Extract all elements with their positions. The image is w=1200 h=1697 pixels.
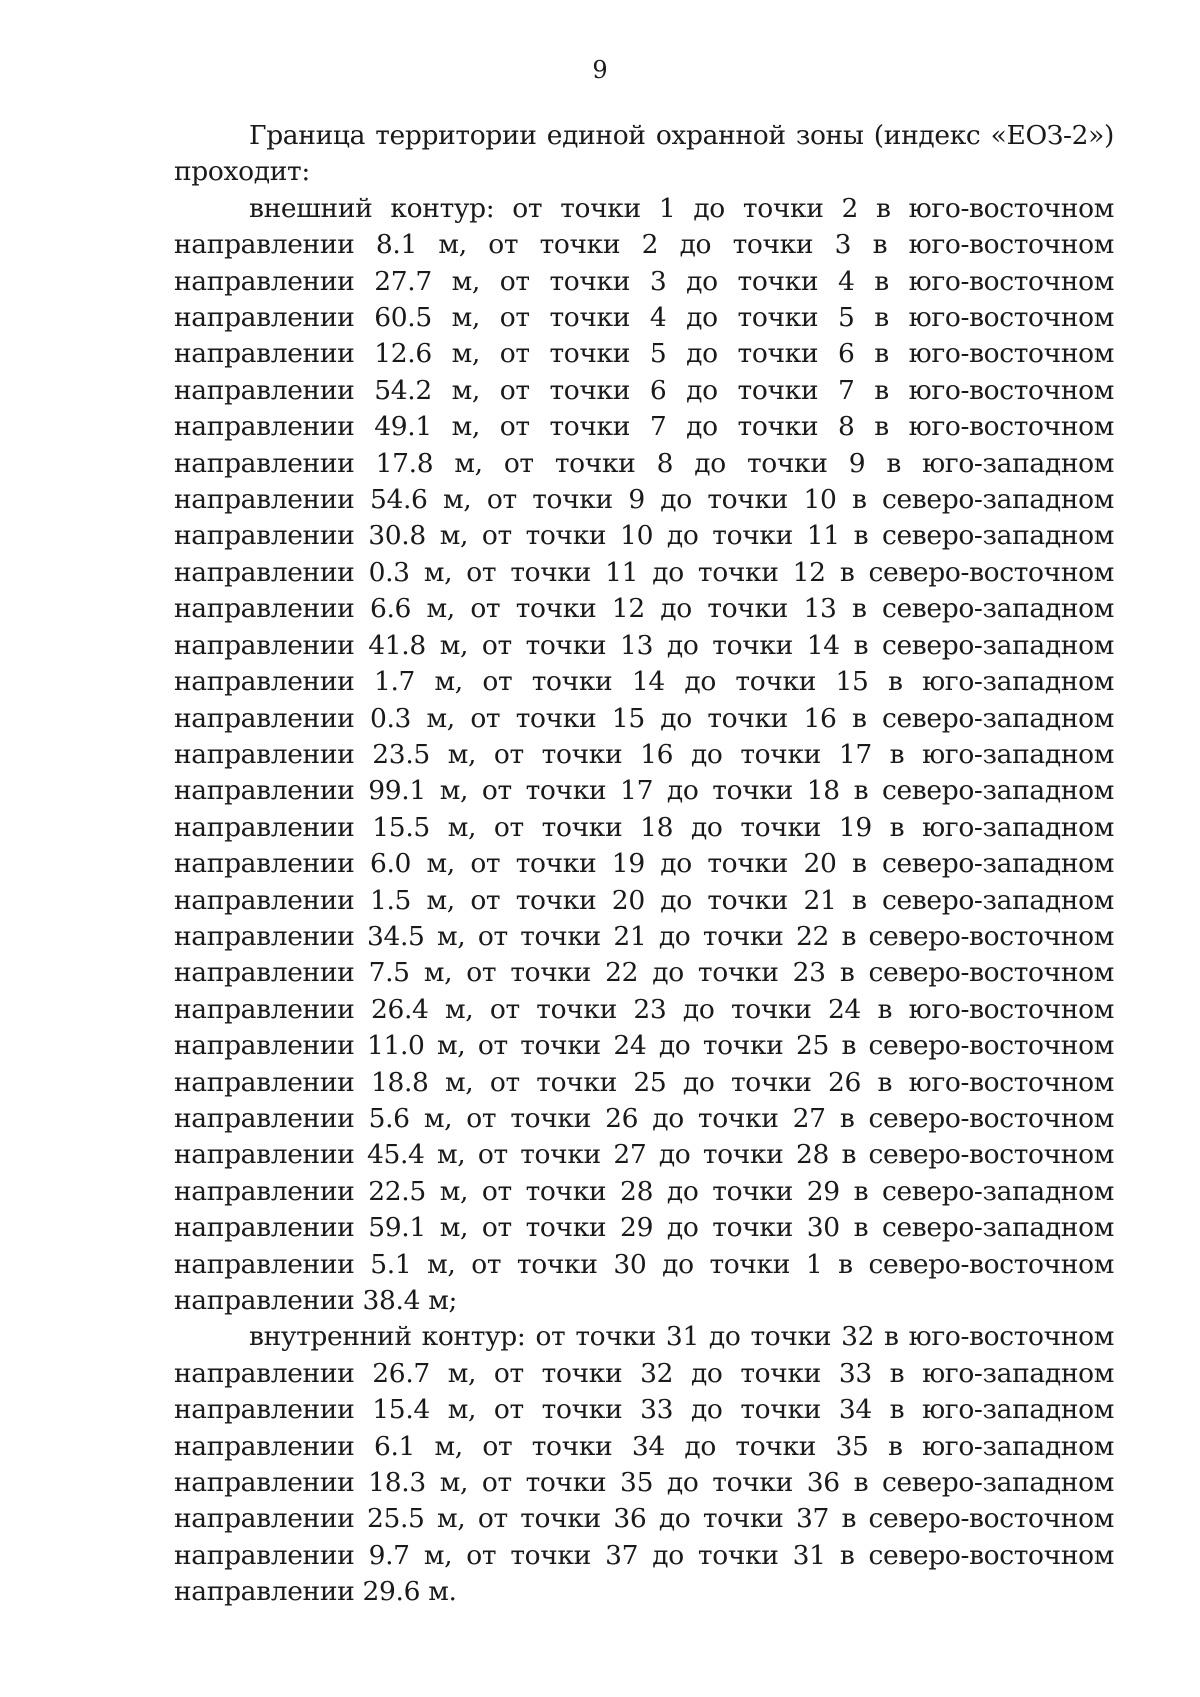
paragraph-heading: Граница территории единой охранной зоны (индекс «ЕОЗ-2») проходит:: [174, 120, 1114, 188]
paragraph-outer-contour: внешний контур: от точки 1 до точки 2 в юго-восточном направлении 8.1 м, от точки 2 до точки 3 в юго-восточном направлении 27.7 м, от точки 3 до точки 4 в юго-восточном направлении 60.5 м, от точки 4 до точки 5 в юго-восточном направлении 12.6 м, от точки 5 до точки 6 в юго-восточном направлении 54.2 м, от точки 6 до точки 7 в юго-восточном направлении 49.1 м, от точки 7 до точки 8 в юго-восточном направлении 17.8 м, от точки 8 до точки 9 в юго-западном направлении 54.6 м, от точки 9 до точки 10 в северо-западном направлении 30.8 м, от точки 10 до точки 11 в северо-западном направлении 0.3 м, от точки 11 до точки 12 в северо-восточном направлении 6.6 м, от точки 12 до точки 13 в северо-западном направлении 41.8 м, от точки 13 до точки 14 в северо-западном направлении 1.7 м, от точки 14 до точки 15 в юго-западном направлении 0.3 м, от точки 15 до точки 16 в северо-западном направлении 23.5 м, от точки 16 до точки 17 в юго-западном направлении 99.1 м, от точки 17 до точки 18 в северо-западном направлении 15.5 м, от точки 18 до точки 19 в юго-западном направлении 6.0 м, от точки 19 до точки 20 в северо-западном направлении 1.5 м, от точки 20 до точки 21 в северо-западном направлении 34.5 м, от точки 21 до точки 22 в северо-восточном направлении 7.5 м, от точки 22 до точки 23 в северо-восточном направлении 26.4 м, от точки 23 до точки 24 в юго-восточном направлении 11.0 м, от точки 24 до точки 25 в северо-восточном направлении 18.8 м, от точки 25 до точки 26 в юго-восточном направлении 5.6 м, от точки 26 до точки 27 в северо-восточном направлении 45.4 м, от точки 27 до точки 28 в северо-восточном направлении 22.5 м, от точки 28 до точки 29 в северо-западном направлении 59.1 м, от точки 29 до точки 30 в северо-западном направлении 5.1 м, от точки 30 до точки 1 в северо-восточном направлении 38.4 м;: [174, 192, 1114, 1316]
page-number: 9: [592, 56, 608, 84]
document-body: [174, 118, 1114, 1611]
paragraph-inner-contour: внутренний контур: от точки 31 до точки 32 в юго-восточном направлении 26.7 м, от точки 32 до точки 33 в юго-западном направлении 15.4 м, от точки 33 до точки 34 в юго-западном направлении 6.1 м, от точки 34 до точки 35 в юго-западном направлении 18.3 м, от точки 35 до точки 36 в северо-западном направлении 25.5 м, от точки 36 до точки 37 в северо-восточном направлении 9.7 м, от точки 37 до точки 31 в северо-восточном направлении 29.6 м.: [174, 1321, 1114, 1608]
